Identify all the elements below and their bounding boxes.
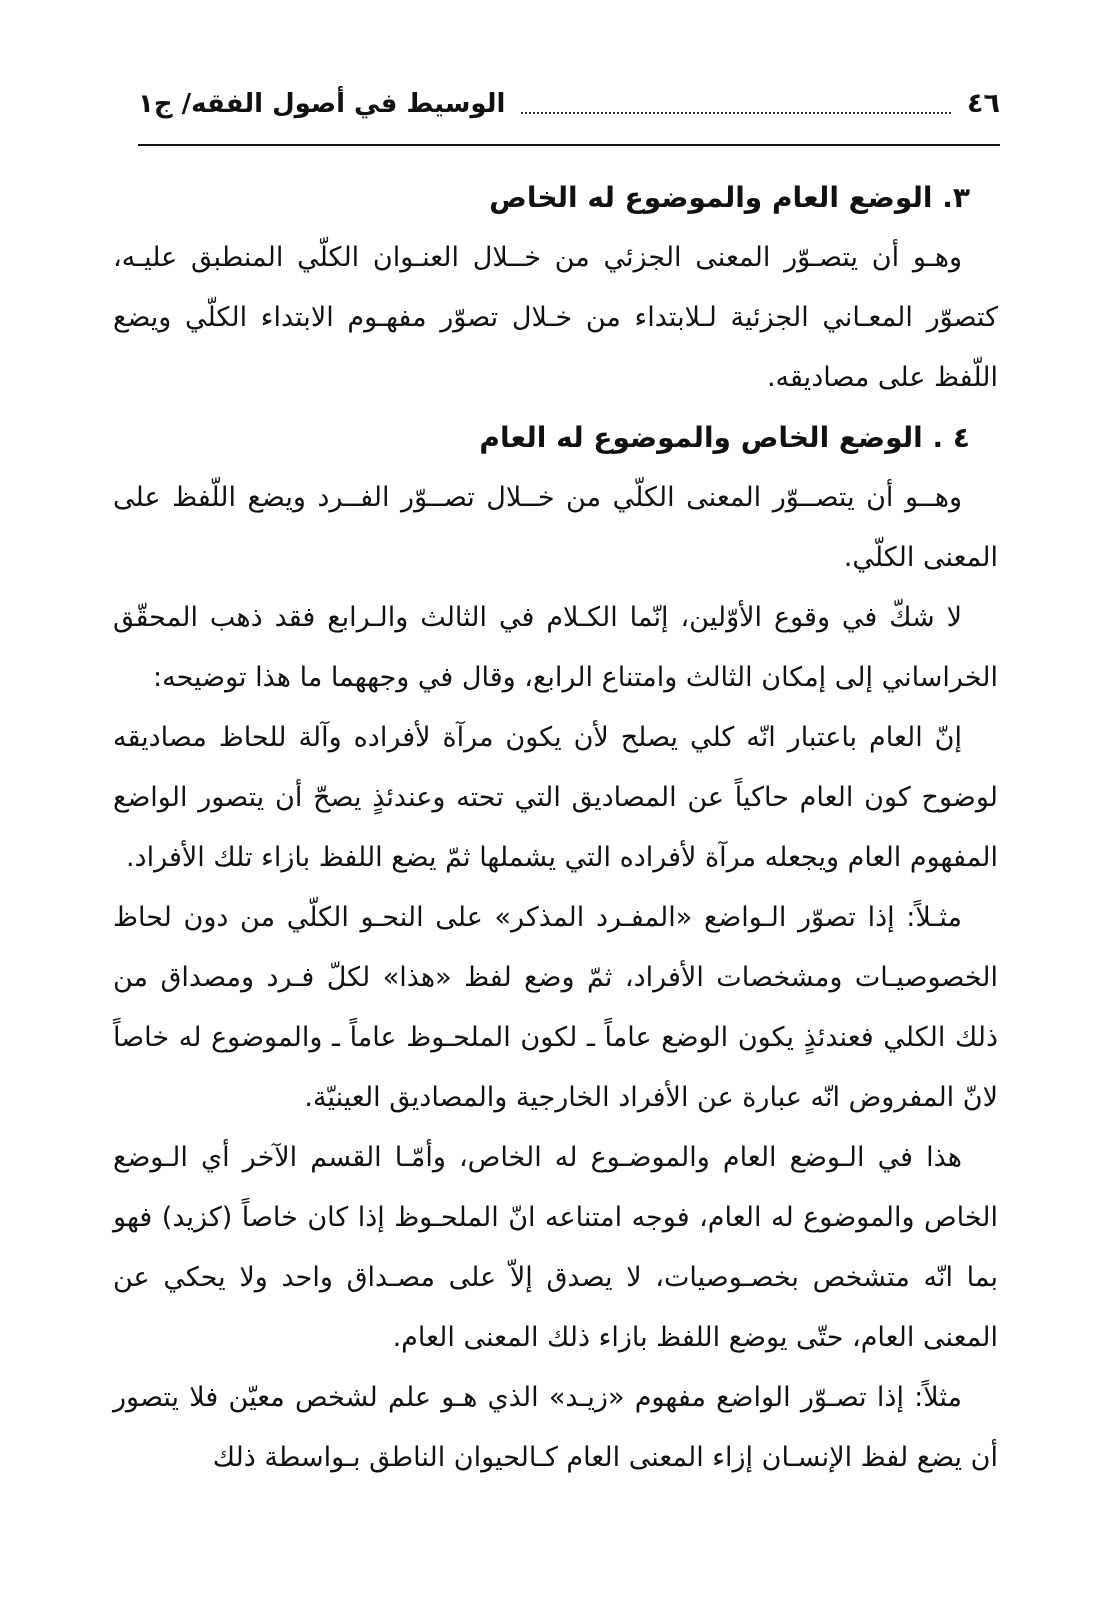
header-rule bbox=[138, 144, 1000, 146]
paragraph: لا شكّ في وقوع الأوّلين، إنّما الكـلام في الثالث والـرابع فقد ذهب المحقّق الخراساني إلى إمكان الثالث وامتناع الرابع، وقال في وجههما ما هذا توضيحه: bbox=[113, 602, 998, 693]
paragraph: وهــو أن يتصــوّر المعنى الكلّي من خــلال تصــوّر الفــرد ويضع اللّفظ على المعنى الكلّي. bbox=[113, 482, 998, 573]
section-heading-4: ٤ . الوضع الخاص والموضوع له العام bbox=[479, 421, 970, 454]
section-heading-3: ٣. الوضع العام والموضوع له الخاص bbox=[489, 181, 970, 214]
paragraph: إنّ العام باعتبار انّه كلي يصلح لأن يكون مرآة لأفراده وآلة للحاظ مصاديقه لوضوح كون العام حاكياً عن المصاديق التي تحته وعندئذٍ يصحّ أن يتصور الواضع المفهوم العام ويجعله مرآة لأفراده التي يشملها ثمّ يضع اللفظ بازاء تلك الأفراد. bbox=[113, 722, 998, 873]
running-title: الوسيط في أصول الفقه/ ج١ bbox=[138, 89, 506, 119]
dotted-leader bbox=[521, 112, 951, 114]
page-header bbox=[138, 84, 1000, 124]
paragraph: مثـلاً: إذا تصوّر الـواضع «المفـرد المذكر» على النحـو الكلّي من دون لحاظ الخصوصيـات ومشخصات الأفراد، ثمّ وضع لفظ «هذا» لكلّ فـرد ومصداق من ذلك الكلي فعندئذٍ يكون الوضع عاماً ـ لكون الملحـوظ عاماً ـ والموضوع له خاصاً لانّ المفروض انّه عبارة عن الأفراد الخارجية والمصاديق العينيّة. bbox=[113, 902, 998, 1113]
paragraph: وهـو أن يتصـوّر المعنى الجزئي من خــلال العنـوان الكلّي المنطبق عليـه، كتصوّر المعـاني الجزئية لـلابتداء من خـلال تصوّر مفهـوم الابتداء الكلّي ويضع اللّفظ على مصاديقه. bbox=[113, 242, 998, 393]
paragraph: هذا في الـوضع العام والموضـوع له الخاص، وأمّـا القسم الآخر أي الـوضع الخاص والموضوع له العام، فوجه امتناعه انّ الملحـوظ إذا كان خاصاً (كزيد) فهو بما انّه متشخص بخصـوصيات، لا يصدق إلاّ على مصـداق واحد ولا يحكي عن المعنى العام، حتّى يوضع اللفظ بازاء ذلك المعنى العام. bbox=[113, 1142, 998, 1353]
page-number: ٤٦ bbox=[967, 88, 1000, 119]
paragraph: مثلاً: إذا تصـوّر الواضع مفهوم «زيـد» الذي هـو علم لشخص معيّن فلا يتصور أن يضع لفظ الإنسـان إزاء المعنى العام كـالحيوان الناطق بـواسطة ذلك bbox=[113, 1382, 998, 1473]
page-body bbox=[113, 168, 998, 1488]
